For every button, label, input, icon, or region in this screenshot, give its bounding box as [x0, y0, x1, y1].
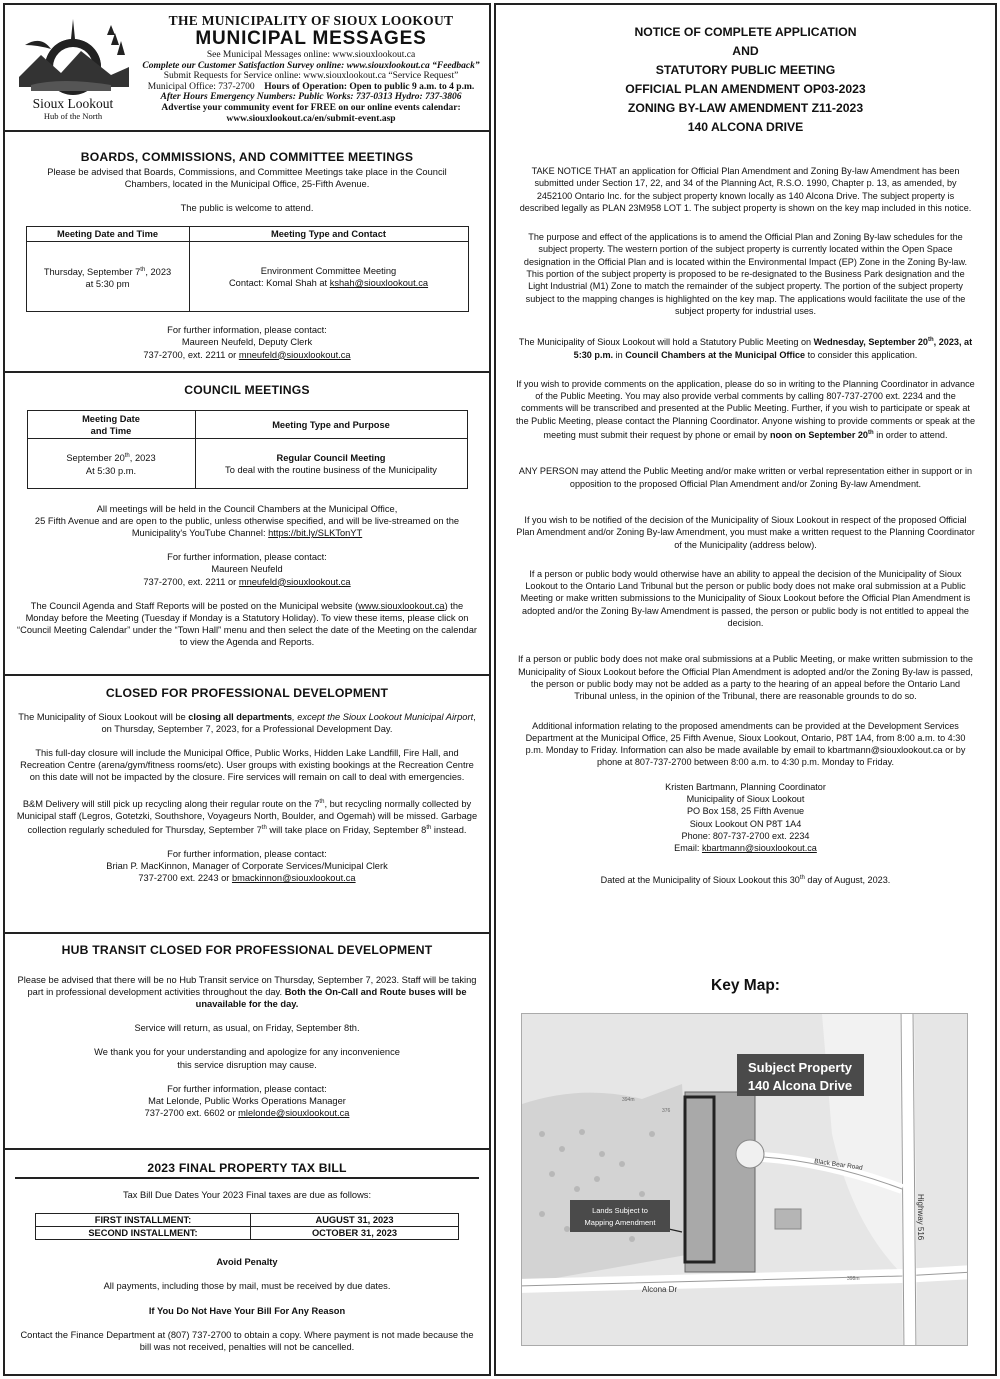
masthead-online: See Municipal Messages online: www.siouxlookout.ca — [206, 50, 416, 60]
sig-line-1: Kristen Bartmann, Planning Coordinator — [665, 781, 826, 792]
boards-col-date: Meeting Date and Time — [26, 227, 189, 242]
closed-p3-sup1: th — [319, 798, 325, 805]
notice-p7: If a person or public body would otherwise have an ability to appeal the decision of the Municipality of Sioux Lookout to the Ontario Land Tribunal but the person or public body does not make oral submission at a Public Meeting or make written submissions to the Municipality of Sioux Lookout before the Official Plan Amendment is adopted and/or the Zoning By-law Amendment is passed, the person or public body is not entitled to appeal the decision. — [520, 568, 971, 629]
notice-body — [496, 165, 995, 886]
tax-first-label: FIRST INSTALLMENT: — [36, 1214, 251, 1227]
notice-head-6: 140 ALCONA DRIVE — [687, 120, 804, 134]
notice-p3-sup: th — [928, 337, 934, 344]
notice-p3c: , 2023, at 5:30 p.m. — [573, 337, 973, 360]
council-youtube-link[interactable]: https://bit.ly/SLKTonYT — [268, 528, 363, 539]
tax-contact: Contact the Finance Department at (807) 737-2700 to obtain a copy. Where payment is not made because the bill was not received, penalties will not be cancelled. — [20, 1329, 474, 1352]
notice-p3e: Council Chambers at the Municipal Office — [625, 349, 806, 360]
council-table — [27, 410, 468, 489]
closed-p1d: , on Thursday, September 7, 2023, for a Professional Development Day. — [101, 712, 476, 735]
closed-p1c: , except the Sioux Lookout Municipal Airport — [292, 712, 474, 723]
notice-dated-a: Dated at the Municipality of Sioux Lookout this 30 — [600, 874, 800, 885]
tax-title: 2023 FINAL PROPERTY TAX BILL — [147, 1161, 347, 1175]
council-date-sup: th — [124, 453, 130, 460]
sig-line-5: Phone: 807-737-2700 ext. 2234 — [681, 830, 810, 841]
notice-p3d: in — [613, 349, 626, 360]
boards-intro: Please be advised that Boards, Commissions, and Committee Meetings take place in the Council Chambers, located in the Municipal Office, 25-Fifth Avenue. — [47, 167, 447, 190]
notice-head-5: ZONING BY-LAW AMENDMENT Z11-2023 — [627, 101, 864, 115]
transit-p3b: this service disruption may cause. — [177, 1059, 317, 1070]
closed-p3 — [15, 796, 479, 836]
map-road-alcona: Alcona Dr — [642, 1285, 678, 1294]
sig-email-label: Email: — [674, 843, 702, 854]
boards-cell-type — [189, 242, 468, 312]
boards-col-type: Meeting Type and Contact — [189, 227, 468, 242]
map-elev-2: 376 — [662, 1108, 671, 1114]
closed-p3d: instead. — [431, 824, 467, 835]
transit-title: HUB TRANSIT CLOSED FOR PROFESSIONAL DEVELOPMENT — [61, 943, 433, 957]
tax-section — [5, 1150, 489, 1353]
council-cell-type — [195, 439, 467, 489]
boards-further: For further information, please contact: — [167, 325, 327, 336]
council-agenda-a: The Council Agenda and Staff Reports will be posted on the Municipal website ( — [30, 600, 359, 611]
council-col-date-b: and Time — [90, 425, 132, 436]
council-note-2: 25 Fifth Avenue and are open to the public, unless otherwise specified, and will be live-streamed on the — [34, 516, 460, 527]
masthead-emergency: After Hours Emergency Numbers: Public Works: 737-0313 Hydro: 737-3806 — [160, 92, 462, 103]
council-note-1: All meetings will be held in the Council Chambers at the Municipal Office, — [96, 504, 398, 515]
transit-further: For further information, please contact: — [167, 1083, 327, 1094]
masthead-survey: Complete our Customer Satisfaction Survey online: www.siouxlookout.ca “Feedback” — [142, 60, 480, 71]
transit-p1a: Please be advised that there will be no Hub Transit service on Thursday, September 7, 2023. Staff will be taking part in professional development activities throughout the day. — [17, 975, 477, 998]
notice-p4-sup: th — [868, 430, 874, 437]
notice-head-2: AND — [732, 44, 759, 58]
notice-p8: If a person or public body does not make oral submissions at a Public Meeting, or make written submission to the Municipality of Sioux Lookout before the Official Plan Amendment is adopted and/or the Zoning By-law is passed, the person or public body may not be added as a party to the hearing of an appeal before the Ontario Land Tribunal unless, in the opinion of the Tribunal, there are reasonable grounds to do so. — [518, 654, 973, 702]
boards-table — [26, 226, 469, 312]
table-row — [36, 1227, 459, 1240]
notice-p3f: to consider this application. — [805, 349, 918, 360]
masthead-text — [131, 13, 491, 124]
council-col-date-a: Meeting Date — [82, 413, 140, 424]
masthead-advertise: Advertise your community event for FREE on our online events calendar: — [161, 102, 461, 113]
notice-p4c: in order to attend. — [873, 430, 948, 441]
notice-p3b: Wednesday, September 20 — [813, 337, 928, 348]
sig-line-3: PO Box 158, 25 Fifth Avenue — [686, 806, 805, 817]
notice-dated-sup: th — [799, 874, 805, 881]
notice-p1: TAKE NOTICE THAT an application for Official Plan Amendment and Zoning By-law Amendment has been submitted under Section 17, 22, and 34 of the Planning Act, R.S.O. 1990, Chapter p. 13, as amended, by 2452100 Ontario Inc. for the subject property known locally as 140 Alcona Drive. The subject property is described legally as PLAN 23M958 LOT 1. The subject property is shown on the key map included in this notice. — [519, 166, 972, 213]
closed-p1 — [15, 711, 479, 735]
sig-email-link[interactable]: kbartmann@siouxlookout.ca — [701, 843, 817, 854]
keymap-title: Key Map: — [711, 977, 780, 994]
notice-p4 — [516, 378, 975, 442]
sig-line-4: Sioux Lookout ON P8T 1A4 — [689, 818, 802, 829]
closed-contact-email[interactable]: bmackinnon@siouxlookout.ca — [231, 873, 356, 884]
closed-section — [5, 676, 489, 934]
map-elev-3: 398m — [847, 1276, 860, 1282]
closed-p3c: will take place on Friday, September 8 — [266, 824, 427, 835]
tax-intro: Tax Bill Due Dates Your 2023 Final taxes are due as follows: — [122, 1190, 372, 1201]
closed-further: For further information, please contact: — [167, 849, 327, 860]
tax-table — [35, 1213, 459, 1240]
masthead-hours: Hours of Operation: Open to public 9 a.m. to 4 p.m. — [264, 81, 475, 92]
boards-date-sup: th — [140, 266, 146, 273]
tax-divider — [15, 1177, 479, 1179]
notice-dated-b: day of August, 2023. — [804, 874, 891, 885]
table-row — [27, 411, 467, 439]
notice-dated — [516, 872, 975, 886]
key-map — [521, 1013, 968, 1346]
notice-p3 — [516, 334, 975, 361]
boards-cell-date — [26, 242, 189, 312]
council-further: For further information, please contact: — [167, 552, 327, 563]
masthead-office-phone: Municipal Office: 737-2700 — [147, 81, 255, 92]
table-row — [27, 439, 467, 489]
boards-date-year: , 2023 — [145, 266, 172, 277]
closed-p1b: closing all departments — [188, 712, 293, 723]
table-row — [26, 227, 468, 242]
closed-contact-name: Brian P. MacKinnon, Manager of Corporate Services/Municipal Clerk — [106, 861, 388, 872]
transit-p3a: We thank you for your understanding and apologize for any inconvenience — [94, 1047, 400, 1058]
council-note-3: Municipality's YouTube Channel: — [131, 528, 269, 539]
notice-p5: ANY PERSON may attend the Public Meeting and/or make written or verbal representation either in support or in opposition to the proposed Official Plan Amendment and/or Zoning By-law Amendment. — [518, 466, 973, 489]
council-date: September 20 — [66, 453, 125, 464]
key-map-svg — [522, 1014, 968, 1346]
council-time: At 5:30 p.m. — [85, 465, 137, 476]
transit-p1 — [15, 974, 479, 1010]
map-label-address: 140 Alcona Drive — [747, 1078, 853, 1093]
closed-p3b: , but recycling normally collected by Municipal staff (Legros, Gotetzki, Southshore, Voyageurs North, Boulder, and Ogemah) will be missed. Garbage collection regularly scheduled for Thursday, September 7 — [16, 798, 478, 835]
closed-p3-sup3: th — [426, 824, 432, 831]
right-column — [494, 3, 997, 1376]
masthead — [5, 5, 489, 132]
map-elev-1: 394m — [622, 1097, 635, 1103]
closed-title: CLOSED FOR PROFESSIONAL DEVELOPMENT — [105, 686, 389, 700]
council-col-date — [27, 411, 195, 439]
tax-avoid: Avoid Penalty — [216, 1257, 278, 1268]
closed-p3a: B&M Delivery will still pick up recycling along their regular route on the 7 — [22, 798, 320, 809]
council-col-type: Meeting Type and Purpose — [195, 411, 467, 439]
council-agenda-b: ) the Monday before the Meeting (Tuesday if Monday is a Statutory Holiday). To view these items, please click on “Council Meeting Calendar” under the “Town Hall” menu and then select the date of the Meeting on the calendar to view the Agenda and Reports. — [17, 600, 477, 647]
notice-p9: Additional information relating to the proposed amendments can be provided at the Development Services Department at the Municipal Office, 25 Fifth Avenue, Sioux Lookout, Ontario, P8T 1A4, from 8:00 a.m. to 4:30 p.m. Monday to Friday. Information can also be made available by email to kbartmann@siouxlookout.ca or by phone at 807-737-2700 between 8:00 a.m. to 4:30 p.m. Monday to Friday. — [525, 720, 966, 768]
tax-second-date: OCTOBER 31, 2023 — [251, 1227, 459, 1240]
map-label-lands-1: Lands Subject to — [592, 1206, 648, 1215]
sig-line-2: Municipality of Sioux Lookout — [686, 794, 805, 805]
notice-p2: The purpose and effect of the applications is to amend the Official Plan and Zoning By-law schedules for the subject property. The western portion of the subject property is currently located within the Open Space designation in the Official Plan and is located within the Environmental Impact (EP) Zone in the Zoning By-law. This portion of the subject property is proposed to be re-designated to the Business Park designation and the Light Industrial (M1) Zone to match the remainder of the subject property. The portion of the subject property subject to the mapping changes is highlighted on the key map. The applications would facilitate the use of the subject property for industrial uses. — [523, 232, 968, 316]
notice-p4b: noon on September 20 — [769, 430, 868, 441]
transit-contact-name: Mat Lelonde, Public Works Operations Manager — [148, 1095, 346, 1106]
transit-contact-phone: 737-2700 ext. 6602 or — [144, 1107, 239, 1118]
boards-section — [5, 132, 489, 373]
tax-nobill: If You Do Not Have Your Bill For Any Reason — [148, 1305, 346, 1316]
boards-contact-name: Maureen Neufeld, Deputy Clerk — [181, 337, 313, 348]
transit-section — [5, 934, 489, 1150]
masthead-title: MUNICIPAL MESSAGES — [195, 28, 427, 49]
council-type: Regular Council Meeting — [276, 452, 386, 463]
boards-title: BOARDS, COMMISSIONS, AND COMMITTEE MEETINGS — [80, 150, 414, 164]
map-road-blackbear: Black Bear Road — [813, 1158, 864, 1172]
transit-p1b: Both the On-Call and Route buses will be unavailable for the day. — [195, 987, 467, 1010]
left-column — [3, 3, 491, 1376]
masthead-events-url: www.siouxlookout.ca/en/submit-event.asp — [226, 113, 396, 124]
logo-text: Sioux Lookout — [32, 96, 114, 111]
table-row — [26, 242, 468, 312]
boards-time: at 5:30 pm — [85, 278, 130, 289]
notice-heading — [496, 23, 995, 137]
masthead-service-request: Submit Requests for Service online: www.siouxlookout.ca “Service Request” — [163, 71, 459, 82]
council-agenda — [15, 600, 479, 648]
notice-head-3: STATUTORY PUBLIC MEETING — [655, 63, 836, 77]
map-label-subject: Subject Property — [747, 1060, 853, 1075]
notice-p3a: The Municipality of Sioux Lookout will hold a Statutory Public Meeting on — [518, 337, 814, 348]
boards-public: The public is welcome to attend. — [180, 203, 314, 214]
boards-contact-label: Contact: Komal Shah at — [228, 277, 330, 288]
masthead-municipality: THE MUNICIPALITY OF SIOUX LOOKOUT — [168, 13, 454, 28]
tax-second-label: SECOND INSTALLMENT: — [36, 1227, 251, 1240]
boards-date: Thursday, September 7 — [43, 266, 141, 277]
council-purpose: To deal with the routine business of the Municipality — [225, 464, 437, 475]
notice-head-4: OFFICIAL PLAN AMENDMENT OP03-2023 — [625, 82, 866, 96]
boards-contact-email[interactable]: mneufeld@siouxlookout.ca — [238, 349, 351, 360]
council-website-link[interactable]: www.siouxlookout.ca — [358, 600, 445, 611]
closed-contact-phone: 737-2700 ext. 2243 or — [138, 873, 232, 884]
council-contact-phone: 737-2700, ext. 2211 or — [143, 576, 239, 587]
closed-p3-sup2: th — [261, 824, 267, 831]
notice-head-1: NOTICE OF COMPLETE APPLICATION — [634, 25, 857, 39]
tax-payments: All payments, including those by mail, must be received by due dates. — [103, 1281, 391, 1292]
council-date-year: , 2023 — [129, 453, 156, 464]
council-contact-email[interactable]: mneufeld@siouxlookout.ca — [238, 576, 351, 587]
boards-contact-phone: 737-2700, ext. 2211 or — [143, 349, 239, 360]
notice-p6: If you wish to be notified of the decision of the Municipality of Sioux Lookout in respect of the proposed Official Plan Amendment and/or Zoning By-law Amendment, you must make a written request to the Planning Coordinator of the Municipality (address below). — [516, 515, 975, 550]
transit-contact-email[interactable]: mlelonde@siouxlookout.ca — [238, 1107, 350, 1118]
council-contact-name: Maureen Neufeld — [211, 564, 283, 575]
council-section — [5, 373, 489, 676]
sioux-lookout-logo — [11, 15, 135, 127]
council-title: COUNCIL MEETINGS — [184, 383, 310, 397]
map-label-lands-2: Mapping Amendment — [584, 1218, 656, 1227]
boards-contact-email-link[interactable]: kshah@siouxlookout.ca — [329, 277, 429, 288]
tax-first-date: AUGUST 31, 2023 — [251, 1214, 459, 1227]
closed-p1a: The Municipality of Sioux Lookout will be — [18, 712, 189, 723]
notice-p4a: If you wish to provide comments on the application, please do so in writing to the Planning Coordinator in advance of the Public Meeting. You may also provide verbal comments by calling 807-737-2700 ext. 2234 and the comments will be transcribed and presented at the Public Meeting. Further, if you wish to participate or speak at the Public Meeting, please contact the Planning Coordinator. Anyone wishing to provide comments or speak at the meeting must submit their request by phone or email by — [516, 378, 976, 441]
council-cell-date — [27, 439, 195, 489]
boards-type: Environment Committee Meeting — [260, 265, 397, 276]
table-row — [36, 1214, 459, 1227]
closed-p2: This full-day closure will include the Municipal Office, Public Works, Hidden Lake Landfill, Fire Hall, and Recreation Centre (arena/gym/fitness rooms/etc). User groups with existing bookings at the Recreation Centre on this date will not be impacted by the closure. Fire services will remain on call to deal with emergencies. — [20, 748, 474, 783]
logo-tagline: Hub of the North — [43, 111, 103, 121]
transit-p2: Service will return, as usual, on Friday, September 8th. — [134, 1023, 360, 1034]
map-road-highway: Highway 516 — [916, 1194, 925, 1241]
masthead-office — [131, 82, 491, 93]
notice-signature — [516, 781, 975, 855]
